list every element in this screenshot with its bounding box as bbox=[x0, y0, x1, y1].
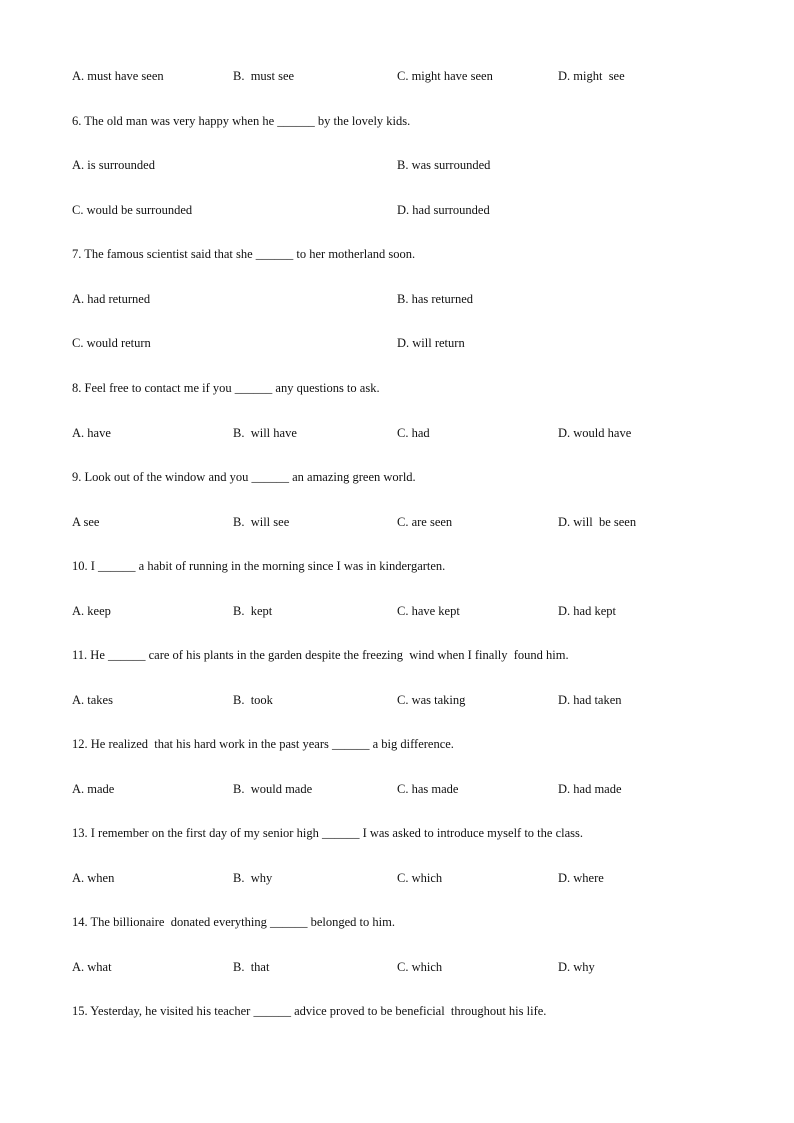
option-b: B. kept bbox=[233, 604, 273, 618]
option-a: A. keep bbox=[72, 604, 111, 618]
option-b: B. why bbox=[233, 871, 273, 885]
question-15: 15. Yesterday, he visited his teacher ______ advice proved to be beneficial throughout his life. bbox=[72, 1004, 547, 1018]
question-10: 10. I ______ a habit of running in the morning since I was in kindergarten. bbox=[72, 559, 446, 573]
option-c: C. has made bbox=[397, 782, 459, 796]
question-11: 11. He ______ care of his plants in the garden despite the freezing wind when I finally found him. bbox=[72, 648, 569, 662]
option-d: D. had surrounded bbox=[397, 203, 490, 217]
option-d: D. had kept bbox=[558, 604, 616, 618]
option-d: D. will be seen bbox=[558, 515, 637, 529]
option-d: D. might see bbox=[558, 69, 625, 83]
option-c: C. are seen bbox=[397, 515, 453, 529]
option-b: B. has returned bbox=[397, 292, 474, 306]
option-b: B. must see bbox=[233, 69, 295, 83]
option-c: C. had bbox=[397, 426, 430, 440]
option-a: A. what bbox=[72, 960, 112, 974]
option-c: C. have kept bbox=[397, 604, 460, 618]
option-d: D. will return bbox=[397, 336, 465, 350]
option-b: B. will have bbox=[233, 426, 297, 440]
question-6: 6. The old man was very happy when he ______ by the lovely kids. bbox=[72, 114, 411, 128]
option-c: C. would be surrounded bbox=[72, 203, 193, 217]
question-12: 12. He realized that his hard work in the past years ______ a big difference. bbox=[72, 737, 454, 751]
option-a: A. when bbox=[72, 871, 115, 885]
option-a: A. is surrounded bbox=[72, 158, 155, 172]
option-b: B. that bbox=[233, 960, 270, 974]
options-row bbox=[72, 869, 752, 887]
option-b: B. took bbox=[233, 693, 273, 707]
option-b: B. was surrounded bbox=[397, 158, 491, 172]
options-row bbox=[72, 156, 752, 174]
option-a: A see bbox=[72, 515, 100, 529]
options-row bbox=[72, 691, 752, 709]
option-d: D. where bbox=[558, 871, 604, 885]
option-c: C. might have seen bbox=[397, 69, 493, 83]
option-d: D. had made bbox=[558, 782, 622, 796]
option-d: D. would have bbox=[558, 426, 632, 440]
option-a: A. have bbox=[72, 426, 111, 440]
options-row bbox=[72, 201, 752, 219]
options-row bbox=[72, 958, 752, 976]
option-c: C. which bbox=[397, 960, 443, 974]
question-9: 9. Look out of the window and you ______ an amazing green world. bbox=[72, 470, 416, 484]
question-14: 14. The billionaire donated everything ______ belonged to him. bbox=[72, 915, 395, 929]
option-a: A. must have seen bbox=[72, 69, 164, 83]
option-c: C. was taking bbox=[397, 693, 466, 707]
options-row bbox=[72, 67, 752, 85]
options-row bbox=[72, 780, 752, 798]
option-a: A. had returned bbox=[72, 292, 151, 306]
option-a: A. takes bbox=[72, 693, 113, 707]
option-a: A. made bbox=[72, 782, 115, 796]
option-d: D. why bbox=[558, 960, 595, 974]
option-c: C. would return bbox=[72, 336, 151, 350]
question-8: 8. Feel free to contact me if you ______ any questions to ask. bbox=[72, 381, 380, 395]
options-row bbox=[72, 602, 752, 620]
options-row bbox=[72, 334, 752, 352]
options-row bbox=[72, 424, 752, 442]
option-d: D. had taken bbox=[558, 693, 622, 707]
option-b: B. would made bbox=[233, 782, 313, 796]
options-row bbox=[72, 513, 752, 531]
question-13: 13. I remember on the first day of my senior high ______ I was asked to introduce myself to the class. bbox=[72, 826, 583, 840]
question-7: 7. The famous scientist said that she ______ to her motherland soon. bbox=[72, 247, 416, 261]
options-row bbox=[72, 290, 752, 308]
option-b: B. will see bbox=[233, 515, 290, 529]
option-c: C. which bbox=[397, 871, 443, 885]
